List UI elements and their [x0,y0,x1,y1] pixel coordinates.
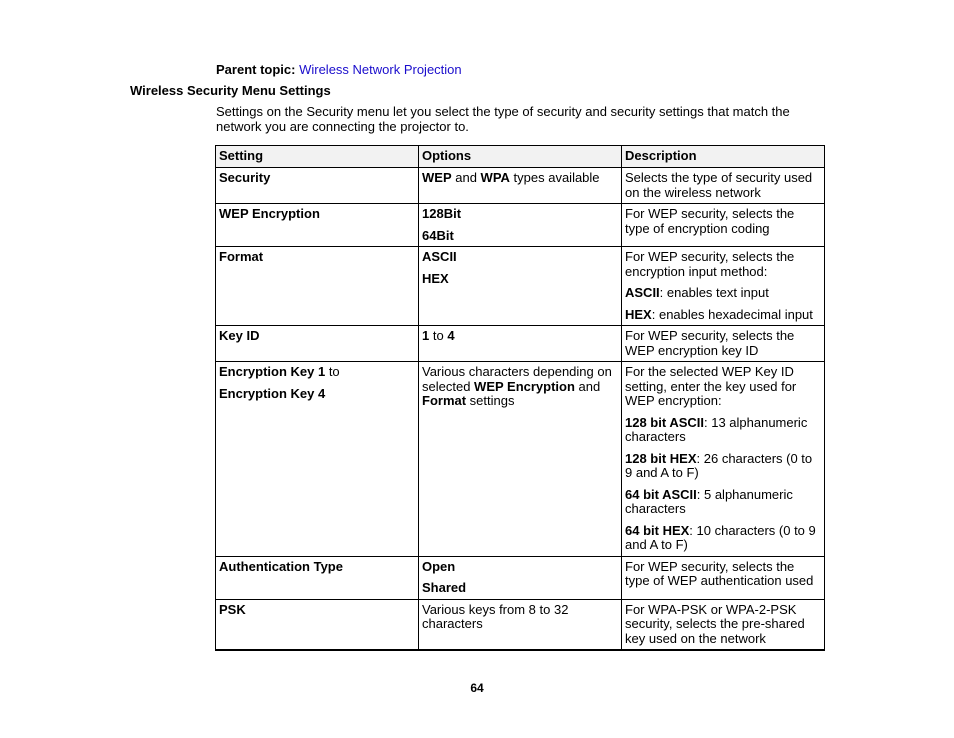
text: : enables text input [659,285,769,300]
setting-paragraph [219,250,414,265]
table-row [216,362,825,557]
bold-text: HEX [422,270,449,286]
parent-topic-label: Parent topic: [216,62,296,77]
table-row [216,556,825,599]
options-paragraph [422,229,617,244]
cell-setting [216,362,419,557]
bold-text: Encryption Key 4 [219,385,326,401]
bold-text: WEP Encryption [474,378,575,394]
parent-topic [216,62,462,77]
text: For WEP security, selects the WEP encryption key ID [625,328,795,358]
cell-description [622,204,825,247]
setting-paragraph [219,207,414,222]
cell-setting [216,247,419,326]
cell-description [622,599,825,650]
bold-text: 64 bit HEX [625,522,690,538]
setting-paragraph [219,171,414,186]
cell-options [419,247,622,326]
bold-text: Shared [422,580,467,595]
setting-paragraph [219,329,414,344]
bold-text: Security [219,170,271,185]
description-paragraph [625,365,820,409]
bold-text: Authentication Type [219,558,343,574]
text: Various keys from 8 to 32 characters [422,601,569,631]
table-row [216,247,825,326]
setting-paragraph [219,387,414,402]
description-paragraph [625,416,820,445]
description-paragraph [625,171,820,200]
description-paragraph [625,452,820,481]
cell-options [419,326,622,362]
bold-text: Format [422,393,467,408]
bold-text: PSK [219,601,246,617]
header-setting: Setting [216,146,419,168]
table-row [216,168,825,204]
cell-setting [216,599,419,650]
description-paragraph [625,524,820,553]
bold-text: Open [422,558,456,574]
text: and [574,378,601,394]
cell-description [622,247,825,326]
options-paragraph [422,365,617,409]
bold-text: 64Bit [422,227,454,243]
options-paragraph [422,560,617,575]
table-row [216,204,825,247]
text: types available [509,170,600,185]
text: For WEP security, selects the encryption input method: [625,249,795,279]
description-paragraph [625,488,820,517]
cell-setting [216,326,419,362]
text: : 10 characters (0 to 9 and A to F) [625,522,816,552]
page-number: 64 [470,681,484,695]
cell-description [622,326,825,362]
cell-options [419,168,622,204]
options-paragraph [422,207,617,222]
bold-text: Format [219,249,264,264]
setting-paragraph [219,603,414,618]
description-paragraph [625,250,820,279]
cell-description [622,168,825,204]
description-paragraph [625,329,820,358]
table-body [216,168,825,651]
setting-paragraph [219,560,414,575]
text: and [451,170,481,185]
bold-text: Encryption Key 1 [219,364,326,379]
options-paragraph [422,581,617,596]
bold-text: ASCII [422,249,457,264]
text: settings [466,393,515,408]
bold-text: 128 bit HEX [625,450,697,466]
cell-description [622,556,825,599]
bold-text: Key ID [219,328,260,343]
bold-text: WEP Encryption [219,206,320,221]
description-paragraph [625,286,820,301]
options-paragraph [422,171,617,186]
bold-text: 4 [447,328,455,343]
table-row [216,326,825,362]
description-paragraph [625,603,820,647]
description-paragraph [625,560,820,589]
text: Various characters depending on selected [422,364,612,394]
setting-paragraph [219,365,414,380]
bold-text: WPA [480,170,510,185]
cell-options [419,599,622,650]
bold-text: ASCII [625,285,660,300]
header-options: Options [419,146,622,168]
text: For WPA-PSK or WPA-2-PSK security, selects the pre-shared key used on the network [625,601,805,646]
cell-description [622,362,825,557]
description-paragraph [625,308,820,323]
parent-topic-link[interactable]: Wireless Network Projection [299,62,462,77]
bold-text: 1 [422,328,430,343]
text: to [325,364,340,379]
text: Selects the type of security used on the wireless network [625,170,813,200]
options-paragraph [422,603,617,632]
cell-setting [216,204,419,247]
cell-setting [216,556,419,599]
section-title: Wireless Security Menu Settings [130,83,331,98]
options-paragraph [422,250,617,265]
options-paragraph [422,329,617,344]
bold-text: 128Bit [422,206,462,221]
intro-paragraph: Settings on the Security menu let you select the type of security and security settings that match the network you are connecting the projector to. [216,104,790,134]
text: : enables hexadecimal input [651,306,813,322]
header-description: Description [622,146,825,168]
text: For the selected WEP Key ID setting, enter the key used for WEP encryption: [625,364,797,408]
cell-setting [216,168,419,204]
settings-table [215,145,825,651]
text: For WEP security, selects the type of encryption coding [625,206,795,236]
text: : 5 alphanumeric characters [625,486,793,516]
cell-options [419,362,622,557]
bold-text: WEP [422,170,452,185]
options-paragraph [422,272,617,287]
cell-options [419,204,622,247]
text: : 26 characters (0 to 9 and A to F) [625,450,813,480]
bold-text: HEX [625,306,652,322]
text: : 13 alphanumeric characters [625,414,808,444]
table-header-row [216,146,825,168]
bold-text: 128 bit ASCII [625,414,704,430]
text: to [429,328,448,343]
description-paragraph [625,207,820,236]
table-row [216,599,825,650]
bold-text: 64 bit ASCII [625,486,697,502]
text: For WEP security, selects the type of WEP authentication used [625,558,814,588]
cell-options [419,556,622,599]
